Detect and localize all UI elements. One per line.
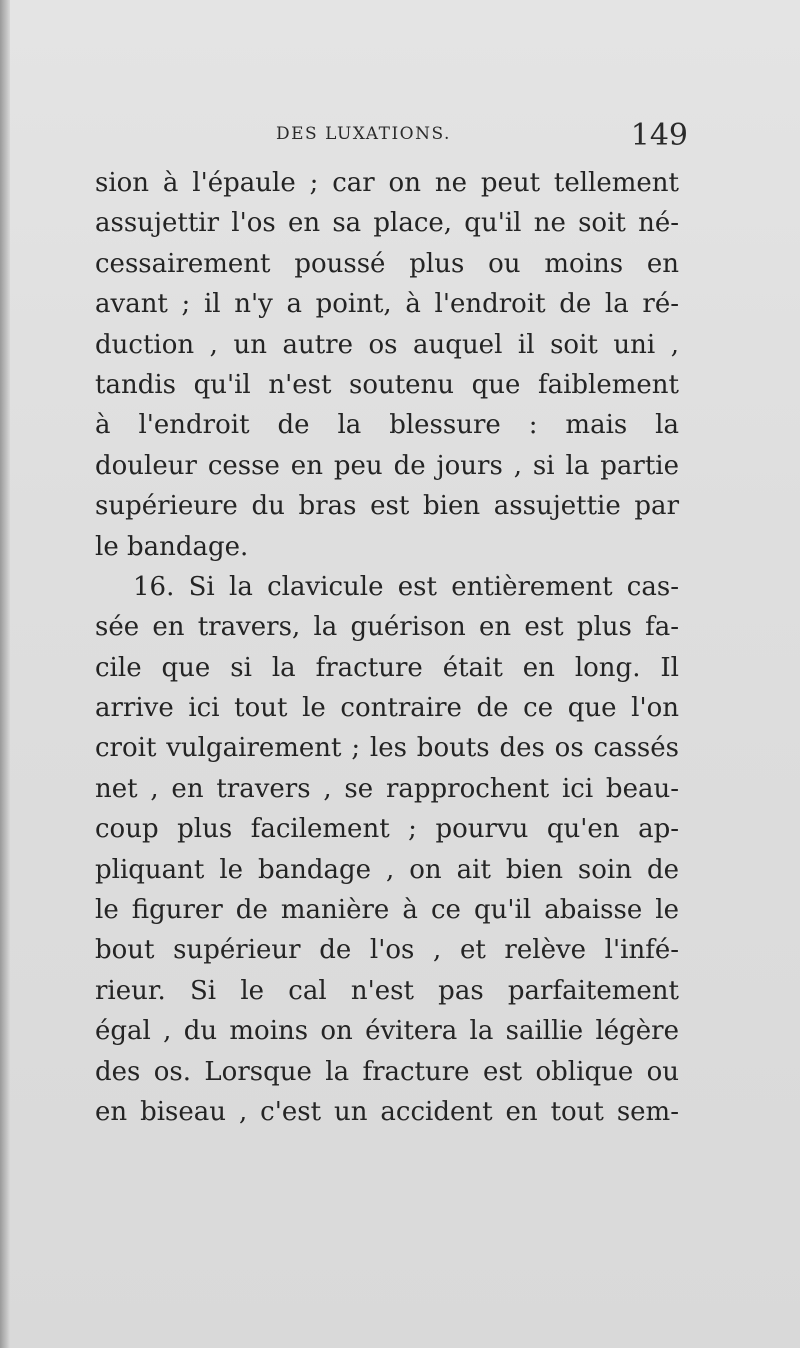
running-head xyxy=(96,118,686,158)
text-line: avant ; il n'y a point, à l'endroit de la ré- xyxy=(95,289,679,320)
text-line: égal , du moins on évitera la saillie légère xyxy=(95,1016,679,1047)
text-line: le bandage. xyxy=(95,531,249,562)
text-line: arrive ici tout le contraire de ce que l'on xyxy=(95,693,679,724)
text-line: cile que si la fracture était en long. Il xyxy=(95,652,679,683)
text-line: pliquant le bandage , on ait bien soin de xyxy=(95,854,679,885)
text-line: rieur. Si le cal n'est pas parfaitement xyxy=(95,975,679,1006)
paragraph-start-line: 16. Si la clavicule est entièrement cas- xyxy=(133,571,679,602)
text-line: tandis qu'il n'est soutenu que faiblement xyxy=(95,369,679,400)
page-number: 149 xyxy=(630,118,688,153)
text-line: sée en travers, la guérison en est plus fa- xyxy=(95,612,679,643)
text-line: supérieure du bras est bien assujettie par xyxy=(95,491,679,522)
body-text xyxy=(95,163,679,1132)
text-line: net , en travers , se rapprochent ici beau- xyxy=(95,773,679,804)
text-line: assujettir l'os en sa place, qu'il ne soit né- xyxy=(95,208,679,239)
text-line: cessairement poussé plus ou moins en xyxy=(95,248,679,279)
text-line: des os. Lorsque la fracture est oblique ou xyxy=(95,1056,679,1087)
running-head-title: DES LUXATIONS. xyxy=(276,124,451,144)
page-edge-shadow xyxy=(0,0,10,1348)
text-line: douleur cesse en peu de jours , si la partie xyxy=(95,450,679,481)
text-line: bout supérieur de l'os , et relève l'infé- xyxy=(95,935,679,966)
text-line: le figurer de manière à ce qu'il abaisse le xyxy=(95,895,679,926)
text-line: à l'endroit de la blessure : mais la xyxy=(95,410,679,441)
text-line: en biseau , c'est un accident en tout sem- xyxy=(95,1096,679,1127)
text-line: coup plus facilement ; pourvu qu'en ap- xyxy=(95,814,679,845)
text-line: duction , un autre os auquel il soit uni , xyxy=(95,329,679,360)
text-line: croit vulgairement ; les bouts des os cassés xyxy=(95,733,679,764)
text-line: sion à l'épaule ; car on ne peut tellement xyxy=(95,168,679,198)
